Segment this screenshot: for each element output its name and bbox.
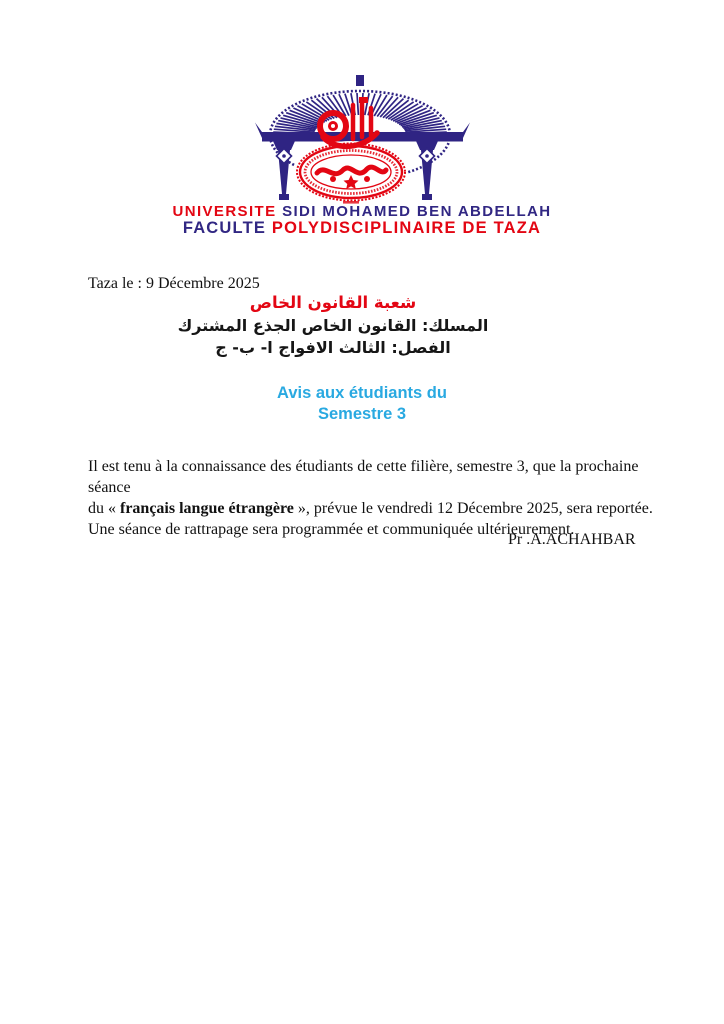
university-word-red: UNIVERSITE [172,203,277,220]
notice-body-line2: du « français langue étrangère », prévue le vendredi 12 Décembre 2025, sera reportée. [88,500,653,517]
university-logo [255,75,470,210]
notice-heading-line2: Semestre 3 [317,405,407,423]
notice-heading-line1: Avis aux étudiants du [277,384,447,402]
notice-body-line3: Une séance de rattrapage sera programmée et communiquée ultérieurement. [88,521,575,538]
date-line: Taza le : 9 Décembre 2025 [88,275,260,292]
course-name-bold: français langue étrangère [120,500,294,517]
logo-left-torch-icon [273,141,295,200]
faculty-name-line [0,219,724,238]
university-name-line [0,204,724,219]
letterhead-title [0,204,724,238]
semester-line-arabic: الفصل: الثالث الافواج ا- ب- ج [215,338,451,357]
department-block-arabic [0,291,666,359]
university-word-blue: SIDI MOHAMED BEN ABDELLAH [276,203,552,220]
faculty-word-blue: FACULTE [182,219,272,237]
logo-right-torch-icon [416,141,438,200]
logo-seal-icon [294,141,408,204]
track-line-arabic: المسلك: القانون الخاص الجذع المشترك [177,316,489,335]
faculty-word-red: POLYDISCIPLINAIRE DE TAZA [271,219,542,237]
notice-body-line1: Il est tenu à la connaissance des étudiants de cette filière, semestre 3, que la prochaine séance [88,458,639,496]
department-title-arabic: شعبة القانون الخاص [249,293,417,312]
signature: Pr .A.ACHAHBAR [508,531,636,548]
logo-apex-finial [356,75,364,86]
notice-heading [0,383,724,425]
notice-body [88,456,658,540]
